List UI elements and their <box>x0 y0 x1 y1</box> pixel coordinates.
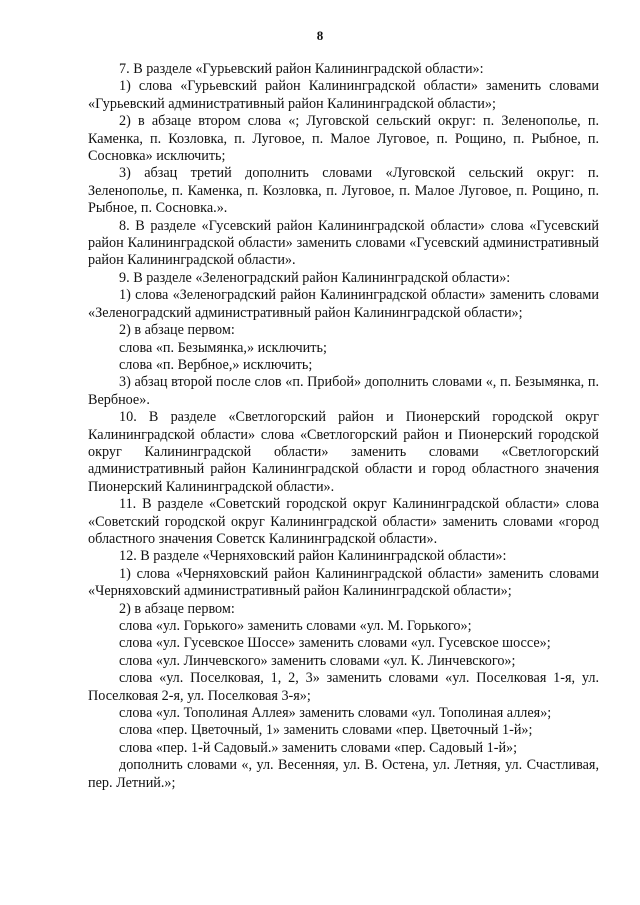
paragraph: 2) в абзаце первом: <box>119 322 235 339</box>
paragraph: 10. В разделе «Светлогорский район и Пионерский городской округ Калининградской области» слова «Светлогорский район и Пионерский городской округ Калининградской области» заменить словами «Светлогорский административный район Калининградской области и город областного значения Пионерский Калининградской области». <box>88 409 599 495</box>
paragraph: слова «ул. Поселковая, 1, 2, 3» заменить словами «ул. Поселковая 1-я, ул. Поселковая 2-я, ул. Поселковая 3-я»; <box>88 670 599 704</box>
paragraph: 12. В разделе «Черняховский район Калининградской области»: <box>119 548 507 565</box>
paragraph: 7. В разделе «Гурьевский район Калининградской области»: <box>119 61 484 77</box>
paragraph: 1) слова «Гурьевский район Калининградской области» заменить словами «Гурьевский административный район Калининградской области»; <box>88 78 599 112</box>
paragraph: 3) абзац третий дополнить словами «Луговской сельский округ: п. Зеленополье, п. Каменка, п. Козловка, п. Луговое, п. Малое Луговое, п. Рощино, п. Рыбное, п. Сосновка.». <box>88 165 599 217</box>
paragraph: 9. В разделе «Зеленоградский район Калининградской области»: <box>119 269 511 286</box>
paragraph: 3) абзац второй после слов «п. Прибой» дополнить словами «, п. Безымянка, п. Вербное». <box>88 374 599 408</box>
paragraph: слова «пер. Цветочный, 1» заменить словами «пер. Цветочный 1-й»; <box>119 722 533 739</box>
paragraph: 1) слова «Зеленоградский район Калининградской области» заменить словами «Зеленоградский административный район Калининградской области»; <box>88 287 599 321</box>
paragraph: дополнить словами «, ул. Весенняя, ул. В. Остена, ул. Летняя, ул. Счастливая, пер. Летний.»; <box>88 757 599 791</box>
paragraph: слова «п. Безымянка,» исключить; <box>119 339 327 356</box>
paragraph: слова «пер. 1-й Садовый.» заменить словами «пер. Садовый 1-й»; <box>119 739 518 756</box>
paragraph: слова «ул. Гусевское Шоссе» заменить словами «ул. Гусевское шоссе»; <box>119 635 551 652</box>
paragraph: 2) в абзаце первом: <box>119 600 235 617</box>
paragraph: 11. В разделе «Советский городской округ Калининградской области» слова «Советский городской округ Калининградской области» заменить словами «город областного значения Советск Калининградской области». <box>88 496 599 547</box>
paragraph: слова «ул. Горького» заменить словами «ул. М. Горького»; <box>119 618 472 634</box>
paragraph: 8. В разделе «Гусевский район Калининградской области» слова «Гусевский район Калининградской области» заменить словами «Гусевский административный район Калининградской области». <box>88 217 599 269</box>
paragraph: слова «п. Вербное,» исключить; <box>119 356 313 373</box>
paragraph: слова «ул. Тополиная Аллея» заменить словами «ул. Тополиная аллея»; <box>119 705 552 722</box>
page-number: 8 <box>316 28 324 43</box>
paragraph: слова «ул. Линчевского» заменить словами «ул. К. Линчевского»; <box>119 652 516 669</box>
paragraph: 1) слова «Черняховский район Калининградской области» заменить словами «Черняховский административный район Калининградской области»; <box>88 565 599 600</box>
document-body <box>88 61 599 792</box>
paragraph: 2) в абзаце втором слова «; Луговской сельский округ: п. Зеленополье, п. Каменка, п. Козловка, п. Луговое, п. Малое Луговое, п. Рощино, п. Рыбное, п. Сосновка» исключить; <box>88 113 599 165</box>
